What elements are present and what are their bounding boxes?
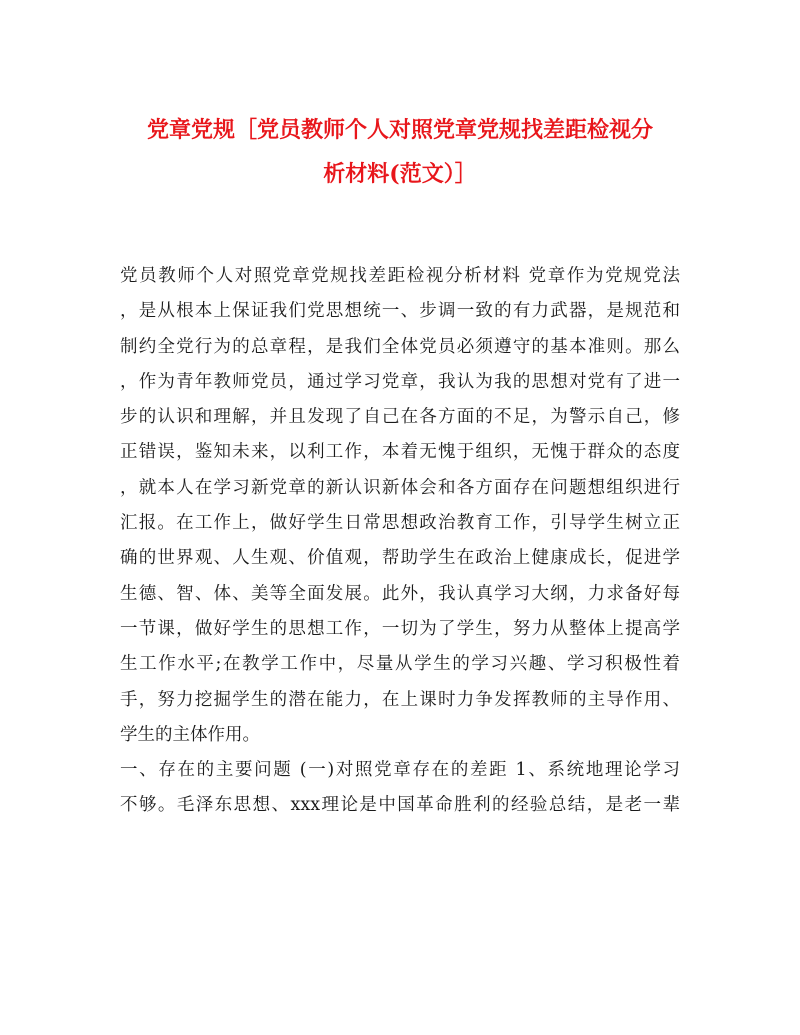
body-line: 不够。毛泽东思想、xxx理论是中国革命胜利的经验总结，是老一辈: [120, 795, 680, 816]
body-line: 一、存在的主要问题 (一)对照党章存在的差距 1、系统地理论学习: [120, 760, 680, 781]
body-line: 步的认识和理解，并且发现了自己在各方面的不足，为警示自己，修: [120, 407, 680, 428]
body-line: 手，努力挖掘学生的潜在能力，在上课时力争发挥教师的主导作用、: [120, 689, 680, 710]
body-line: 正错误，鉴知未来，以利工作，本着无愧于组织，无愧于群众的态度: [120, 442, 680, 463]
body-line: 确的世界观、人生观、价值观，帮助学生在政治上健康成长，促进学: [120, 548, 680, 569]
document-title: [120, 108, 680, 196]
body-line: 生工作水平;在教学工作中，尽量从学生的学习兴趣、学习积极性着: [120, 654, 680, 675]
body-line: ，就本人在学习新党章的新认识新体会和各方面存在问题想组织进行: [120, 477, 680, 498]
body-line: 党员教师个人对照党章党规找差距检视分析材料 党章作为党规党法: [120, 266, 680, 286]
body-line: 生德、智、体、美等全面发展。此外，我认真学习大纲，力求备好每: [120, 583, 680, 604]
body-line: 汇报。在工作上，做好学生日常思想政治教育工作，引导学生树立正: [120, 513, 680, 534]
title-line-1: 党章党规［党员教师个人对照党章党规找差距检视分: [146, 117, 653, 143]
body-line: 制约全党行为的总章程，是我们全体党员必须遵守的基本准则。那么: [120, 336, 680, 357]
document-body: [120, 259, 680, 824]
body-line: ，是从根本上保证我们党思想统一、步调一致的有力武器，是规范和: [120, 301, 680, 322]
body-line: 学生的主体作用。: [120, 724, 260, 745]
title-line-2: 析材料(范文）］: [323, 161, 477, 187]
body-line: 一节课，做好学生的思想工作，一切为了学生，努力从整体上提高学: [120, 618, 680, 639]
body-line: ，作为青年教师党员，通过学习党章，我认为我的思想对党有了进一: [120, 371, 680, 392]
